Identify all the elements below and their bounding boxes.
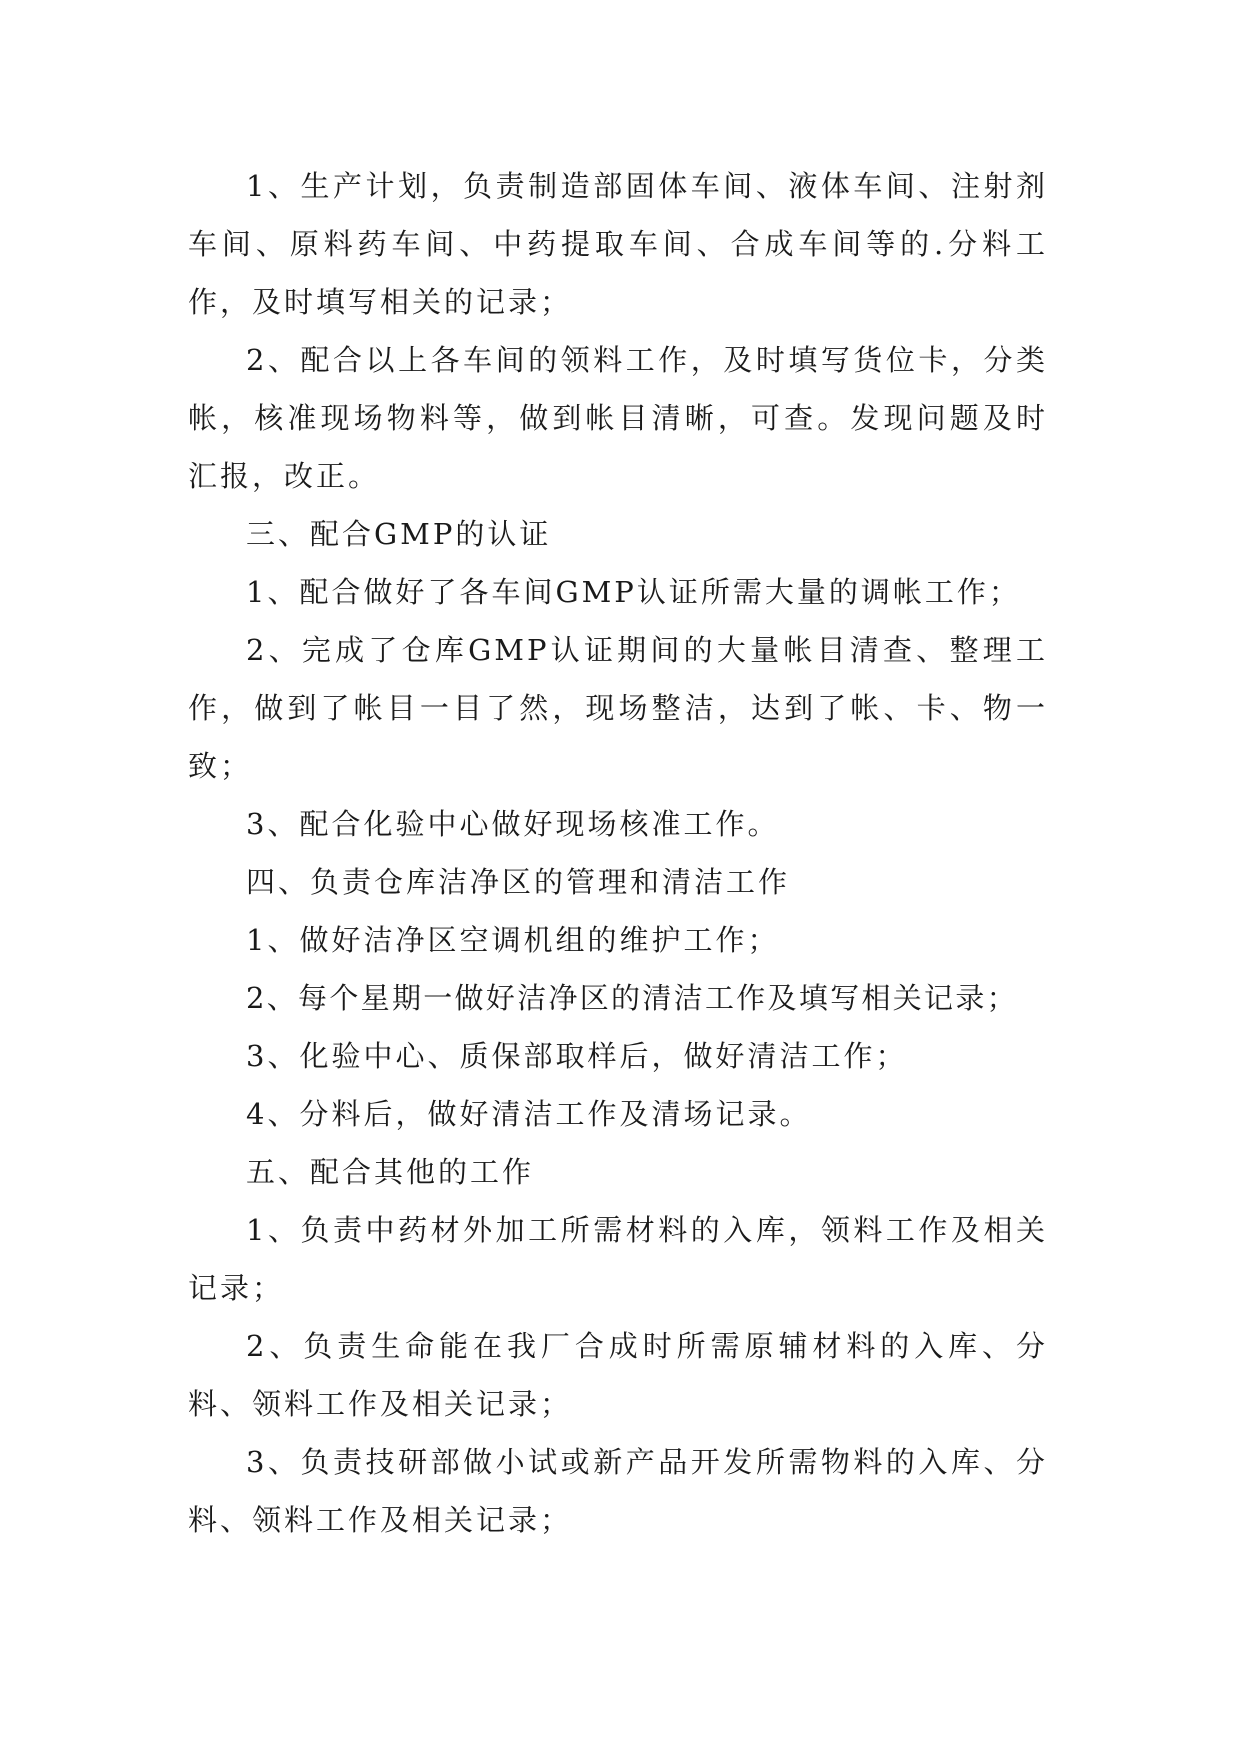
section-heading: 三、配合GMP的认证 xyxy=(246,517,552,551)
paragraph: 1、配合做好了各车间GMP认证所需大量的调帐工作； xyxy=(246,575,1021,609)
paragraph: 2、配合以上各车间的领料工作，及时填写货位卡，分类帐，核准现场物料等，做到帐目清晰，可查。发现问题及时汇报，改正。 xyxy=(188,343,1048,493)
paragraph: 2、每个星期一做好洁净区的清洁工作及填写相关记录； xyxy=(246,981,1018,1015)
paragraph: 1、生产计划，负责制造部固体车间、液体车间、注射剂车间、原料药车间、中药提取车间、合成车间等的.分料工作，及时填写相关的记录； xyxy=(188,169,1048,319)
paragraph: 3、负责技研部做小试或新产品开发所需物料的入库、分料、领料工作及相关记录； xyxy=(188,1445,1048,1537)
paragraph: 2、完成了仓库GMP认证期间的大量帐目清查、整理工作，做到了帐目一目了然，现场整洁，达到了帐、卡、物一致； xyxy=(188,633,1048,783)
paragraph: 1、负责中药材外加工所需材料的入库，领料工作及相关记录； xyxy=(188,1213,1048,1305)
paragraph: 1、做好洁净区空调机组的维护工作； xyxy=(246,923,780,957)
document-body xyxy=(188,157,1048,1549)
paragraph: 3、配合化验中心做好现场核准工作。 xyxy=(246,807,780,841)
section-heading: 四、负责仓库洁净区的管理和清洁工作 xyxy=(246,865,791,899)
paragraph: 2、负责生命能在我厂合成时所需原辅材料的入库、分料、领料工作及相关记录； xyxy=(188,1329,1048,1421)
paragraph: 4、分料后，做好清洁工作及清场记录。 xyxy=(246,1097,812,1131)
paragraph: 3、化验中心、质保部取样后，做好清洁工作； xyxy=(246,1039,908,1073)
section-heading: 五、配合其他的工作 xyxy=(246,1155,535,1189)
